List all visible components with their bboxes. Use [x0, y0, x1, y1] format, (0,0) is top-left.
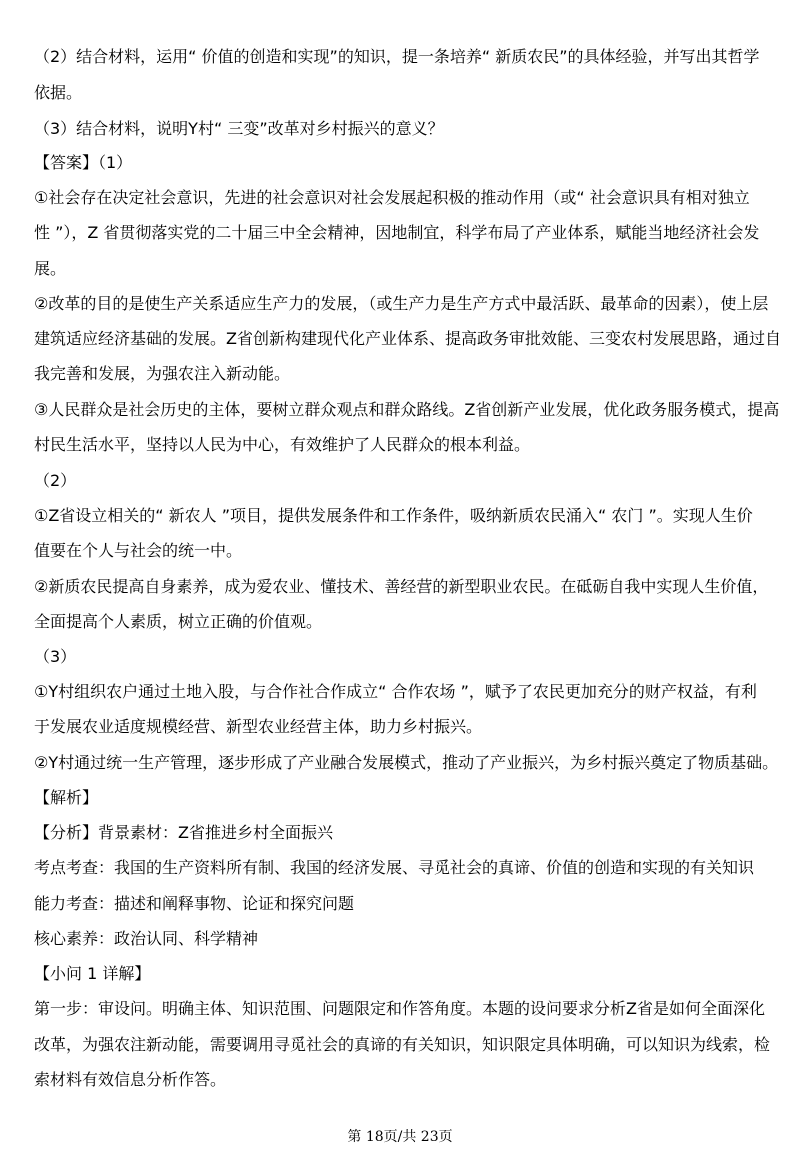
answer-3-point-2-line-1: ②Y村通过统一生产管理，逐步形成了产业融合发展模式，推动了产业振兴，为乡村振兴奠定了物质基础。	[34, 753, 779, 772]
page-number: 第 18页/共 23页	[347, 1129, 453, 1145]
answer-1-point-1-line-3: 展。	[34, 259, 67, 278]
answer-3-point-1-line-1: ①Y村组织农户通过土地入股，与合作社合作成立“ 合作农场 ”，赋予了农民更加充分的财产权益，有利	[34, 682, 757, 701]
answer-2-point-1-line-1: ①Z省设立相关的“ 新农人 ”项目，提供发展条件和工作条件，吸纳新质农民涌入“ 农门 ”。实现人生价	[34, 506, 753, 525]
analysis-heading: 【解析】	[34, 788, 99, 807]
step-1-line-2: 改革，为强农注新动能，需要调用寻觅社会的真谛的有关知识，知识限定具体明确，可以知识为线索，检	[34, 1035, 771, 1054]
question-3-line-1: （3）结合材料，说明Y村“ 三变”改革对乡村振兴的意义？	[34, 119, 444, 138]
step-1-line-1: 第一步：审设问。明确主体、知识范围、问题限定和作答角度。本题的设问要求分析Z省是如何全面深化	[34, 999, 765, 1018]
analysis-suyang: 核心素养：政治认同、科学精神	[34, 929, 259, 948]
answer-1-point-3-line-2: 村民生活水平，坚持以人民为中心，有效维护了人民群众的根本利益。	[34, 435, 531, 454]
answer-3-label: （3）	[34, 647, 77, 666]
analysis-nengli: 能力考查：描述和阐释事物、论证和探究问题	[34, 894, 355, 913]
question-2-line-2: 依据。	[34, 83, 83, 102]
analysis-background: 【分析】背景素材：Z省推进乡村全面振兴	[34, 823, 333, 842]
answer-1-point-2-line-3: 我完善和发展，为强农注入新动能。	[34, 364, 291, 383]
answer-2-label: （2）	[34, 471, 77, 490]
answer-2-point-2-line-1: ②新质农民提高自身素养，成为爱农业、懂技术、善经营的新型职业农民。在砥砺自我中实现人生价值，	[34, 577, 769, 596]
question-2-line-1: （2）结合材料，运用“ 价值的创造和实现”的知识，提一条培养“ 新质农民”的具体经验，并写出其哲学	[34, 47, 760, 66]
answer-heading: 【答案】（1）	[34, 153, 133, 172]
step-1-line-3: 索材料有效信息分析作答。	[34, 1070, 227, 1089]
answer-1-point-1-line-1: ①社会存在决定社会意识，先进的社会意识对社会发展起积极的推动作用（或“ 社会意识具有相对独立	[34, 188, 750, 207]
answer-2-point-2-line-2: 全面提高个人素质，树立正确的价值观。	[34, 612, 323, 631]
sub-question-1-heading: 【小问 1 详解】	[34, 964, 151, 983]
answer-1-point-2-line-1: ②改革的目的是使生产关系适应生产力的发展，（或生产力是生产方式中最活跃、最革命的因素），使上层	[34, 294, 769, 313]
answer-2-point-1-line-2: 值要在个人与社会的统一中。	[34, 541, 243, 560]
answer-1-point-3-line-1: ③人民群众是社会历史的主体，要树立群众观点和群众路线。Z省创新产业发展，优化政务服务模式，提高	[34, 400, 780, 419]
answer-1-point-2-line-2: 建筑适应经济基础的发展。Z省创新构建现代化产业体系、提高政务审批效能、三变农村发展思路，通过自	[34, 329, 781, 348]
answer-1-point-1-line-2: 性 ”），Z 省贯彻落实党的二十届三中全会精神，因地制宜，科学布局了产业体系，赋能当地经济社会发	[34, 223, 760, 242]
analysis-kaodian: 考点考查：我国的生产资料所有制、我国的经济发展、寻觅社会的真谛、价值的创造和实现的有关知识	[34, 858, 755, 877]
answer-3-point-1-line-2: 于发展农业适度规模经营、新型农业经营主体，助力乡村振兴。	[34, 717, 483, 736]
